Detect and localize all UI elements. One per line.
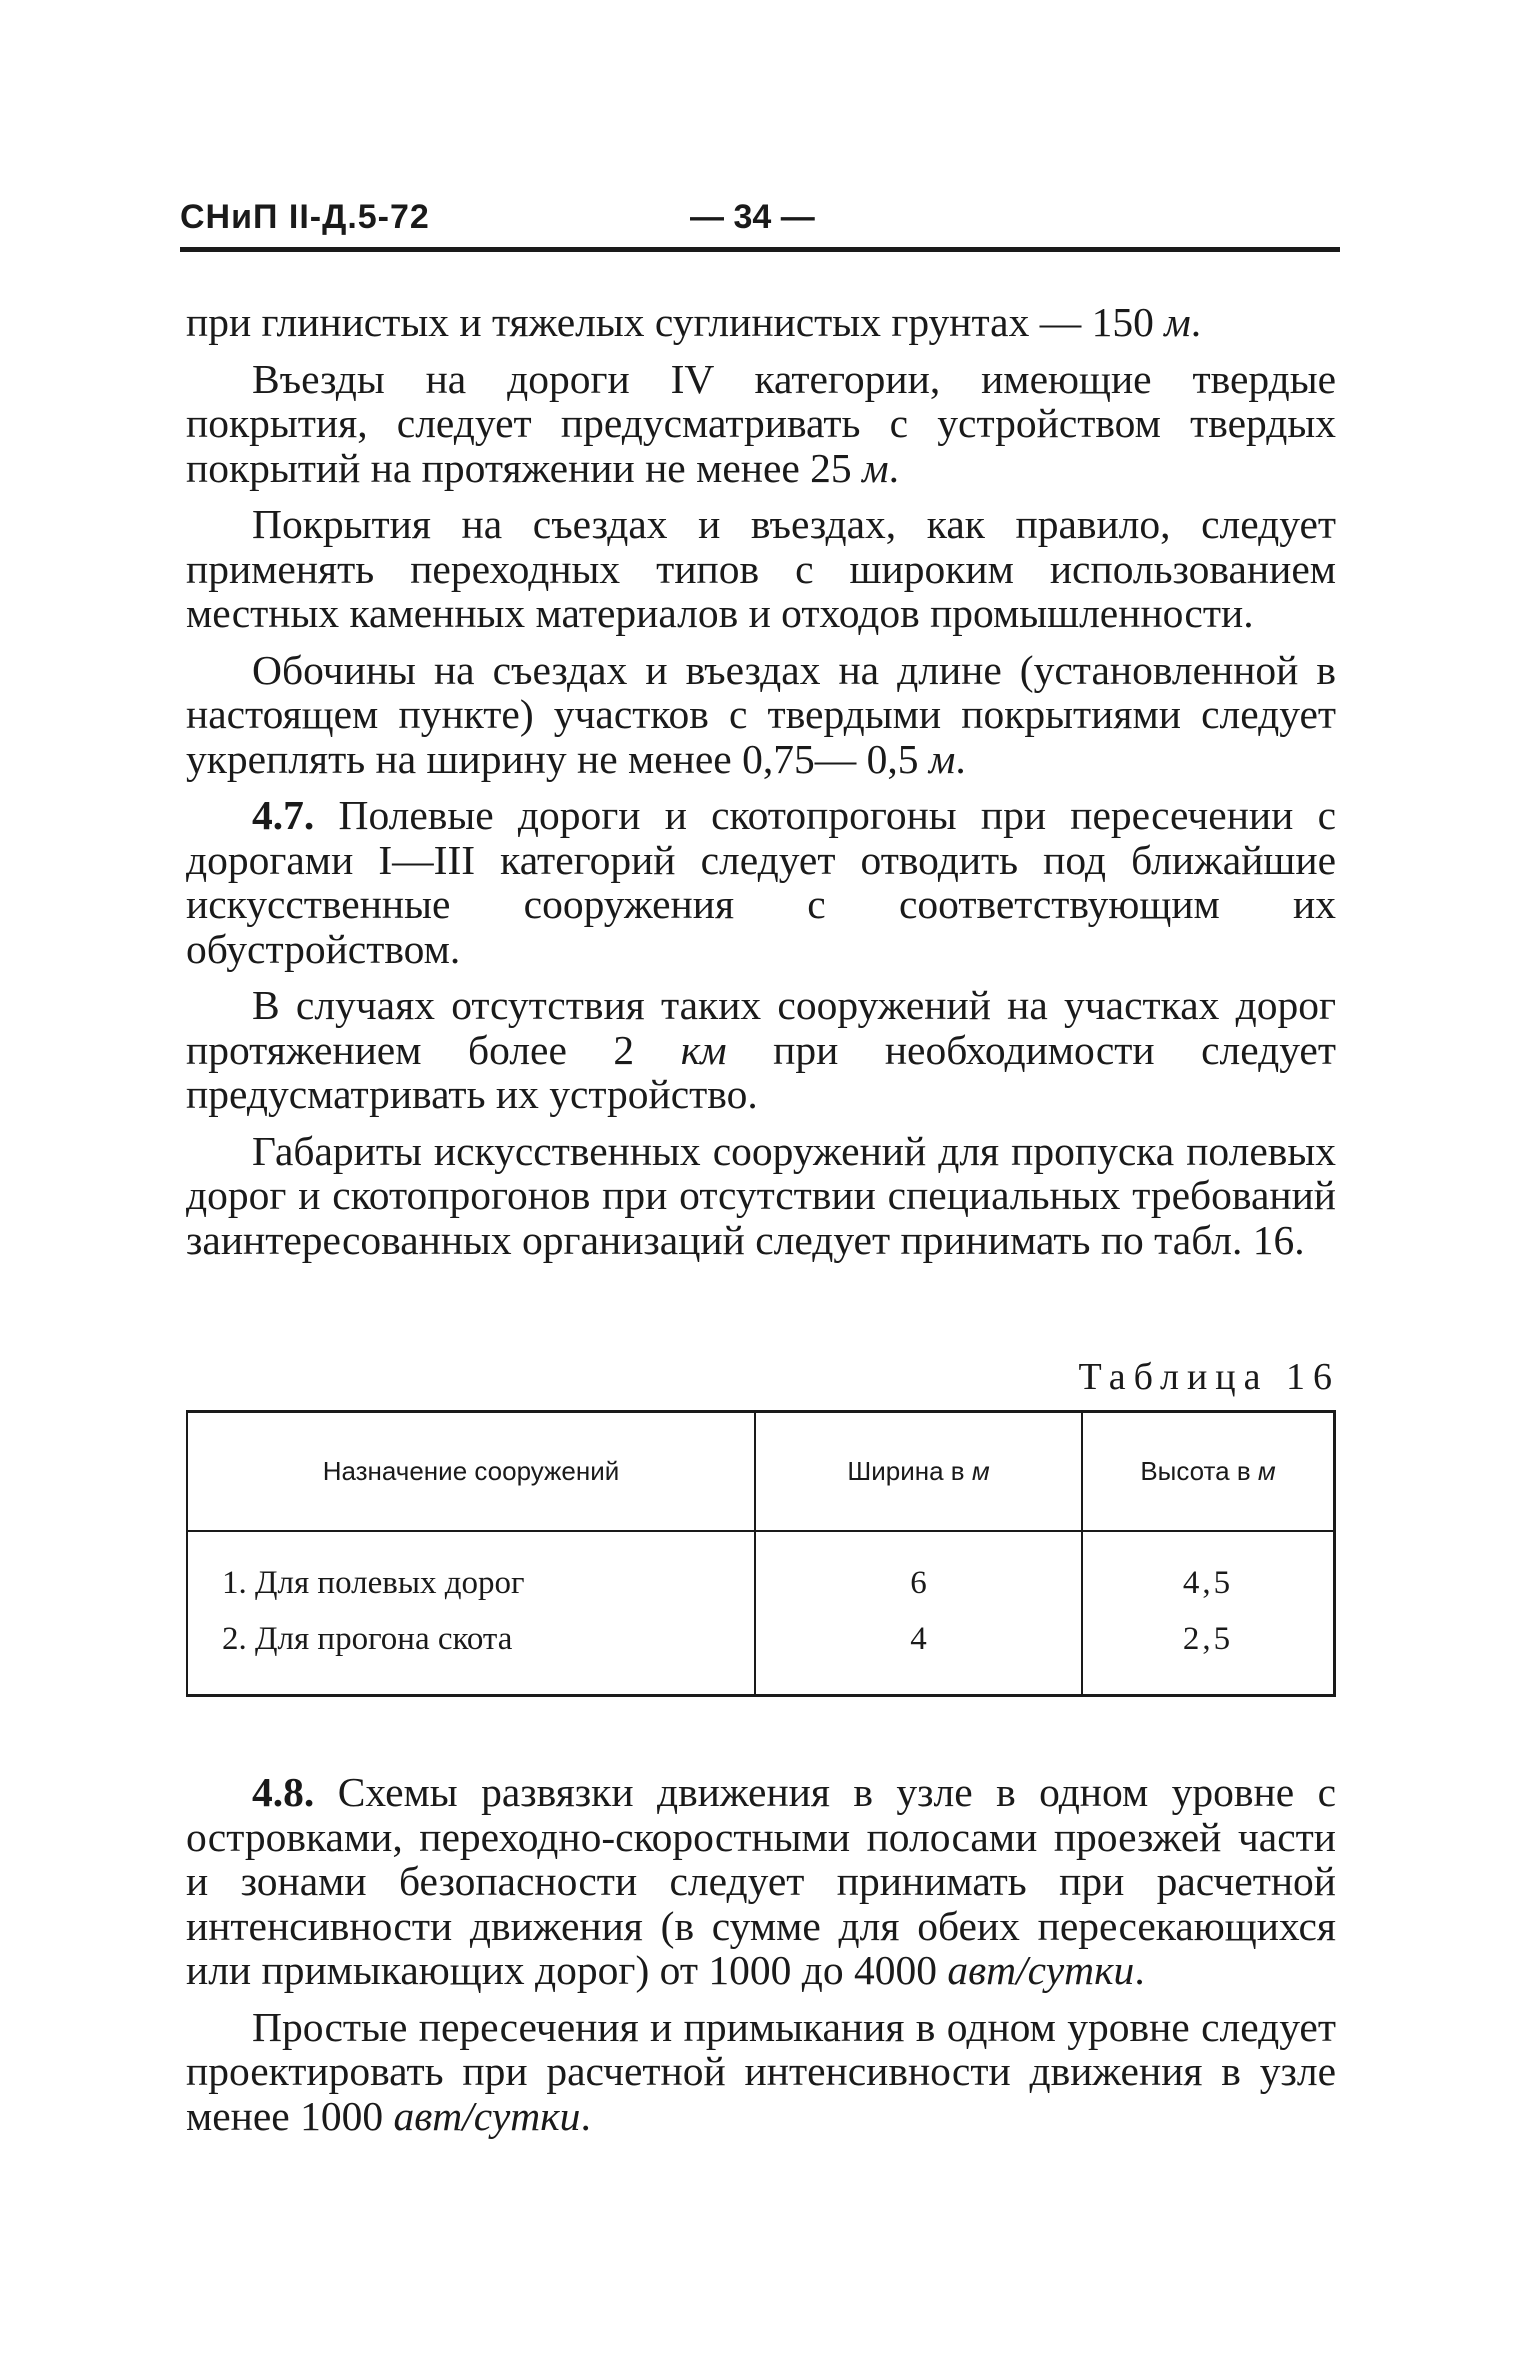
page-number: — 34 — — [690, 198, 815, 236]
paragraph — [186, 357, 1336, 491]
unit: км — [680, 1026, 727, 1073]
main-text — [186, 300, 1336, 1262]
paragraph — [186, 502, 1336, 636]
table-cell: 2. Для прогона скота — [187, 1611, 755, 1696]
document-code: СНиП II-Д.5-72 — [180, 198, 430, 236]
unit: м — [862, 444, 889, 491]
unit: авт/сутки — [947, 1947, 1135, 1993]
paragraph-text: В случаях отсутствия таких сооружений на участках дорог протяжением более 2 — [186, 982, 1336, 1073]
table-cell: 1. Для полевых дорог — [187, 1531, 755, 1611]
header-rule — [180, 247, 1340, 252]
table-cell: 4,5 — [1082, 1531, 1334, 1611]
paragraph-text: Покрытия на съездах и въездах, как правило, следует применять переходных типов с широким использованием местных каменных материалов и отходов промышленности. — [186, 501, 1336, 636]
unit: м — [1164, 299, 1191, 345]
paragraph-text: Схемы развязки движения в узле в одном уровне с островками, переходно-скоростными полосами проезжей части и зонами безопасности следует принимать при расчетной интенсивности движения (в сумме для обеих пересекающихся или примыкающих дорог) от 1000 до 4000 — [186, 1769, 1336, 1993]
paragraph-text: Полевые дороги и скотопрогоны при пересечении с дорогами I—III категорий следует отводить под ближайшие искусственные сооружения с соответствующим их обустройством. — [186, 792, 1336, 972]
paragraph-end: . — [1134, 1947, 1145, 1993]
table-cell: 6 — [755, 1531, 1082, 1611]
section-paragraph — [186, 1770, 1336, 1993]
paragraph — [186, 648, 1336, 782]
paragraph-end: . — [1190, 299, 1202, 345]
paragraph-end: при необходимости следует предусматривать их устройство. — [186, 1026, 1336, 1117]
paragraph-text: Обочины на съездах и въездах на длине (установленной в настоящем пункте) участков с твердыми покрытиями следует укреплять на ширину не менее 0,75— 0,5 — [186, 646, 1336, 782]
table-caption: Таблица 16 — [1078, 1356, 1340, 1398]
table-row — [187, 1531, 1335, 1611]
section-paragraph — [186, 793, 1336, 971]
paragraph-text: при глинистых и тяжелых суглинистых грунтах — 150 — [186, 299, 1165, 345]
unit: м — [928, 735, 956, 782]
paragraph-text: Габариты искусственных сооружений для пропуска полевых дорог и скотопрогонов при отсутствии специальных требований заинтересованных организаций следует принимать по табл. 16. — [186, 1127, 1336, 1263]
paragraph — [186, 1129, 1336, 1263]
column-header: Ширина в м — [755, 1412, 1082, 1532]
paragraph — [186, 983, 1336, 1117]
unit: авт/сутки — [393, 2092, 581, 2139]
table-cell: 2,5 — [1082, 1611, 1334, 1696]
paragraph-end: . — [955, 735, 966, 782]
column-header: Назначение сооружений — [187, 1412, 755, 1532]
paragraph — [186, 300, 1336, 345]
table-row — [187, 1611, 1335, 1696]
section-number: 4.7. — [252, 792, 315, 838]
page-header — [180, 198, 1340, 248]
table-header-row — [187, 1412, 1335, 1532]
paragraph-text: Простые пересечения и примыкания в одном уровне следует проектировать при расчетной интенсивности движения в узле менее 1000 — [186, 2003, 1336, 2139]
paragraph-end: . — [888, 444, 899, 491]
column-header: Высота в м — [1082, 1412, 1334, 1532]
paragraph-end: . — [580, 2092, 591, 2139]
paragraph — [186, 2005, 1336, 2139]
main-text-continued — [186, 1770, 1336, 2138]
table-16 — [186, 1410, 1336, 1697]
paragraph-text: Въезды на дороги IV категории, имеющие твердые покрытия, следует предусматривать с устройством твердых покрытий на протяжении не менее 25 — [186, 355, 1336, 491]
dimensions-table — [186, 1410, 1336, 1697]
table-cell: 4 — [755, 1611, 1082, 1696]
section-number: 4.8. — [252, 1769, 315, 1815]
